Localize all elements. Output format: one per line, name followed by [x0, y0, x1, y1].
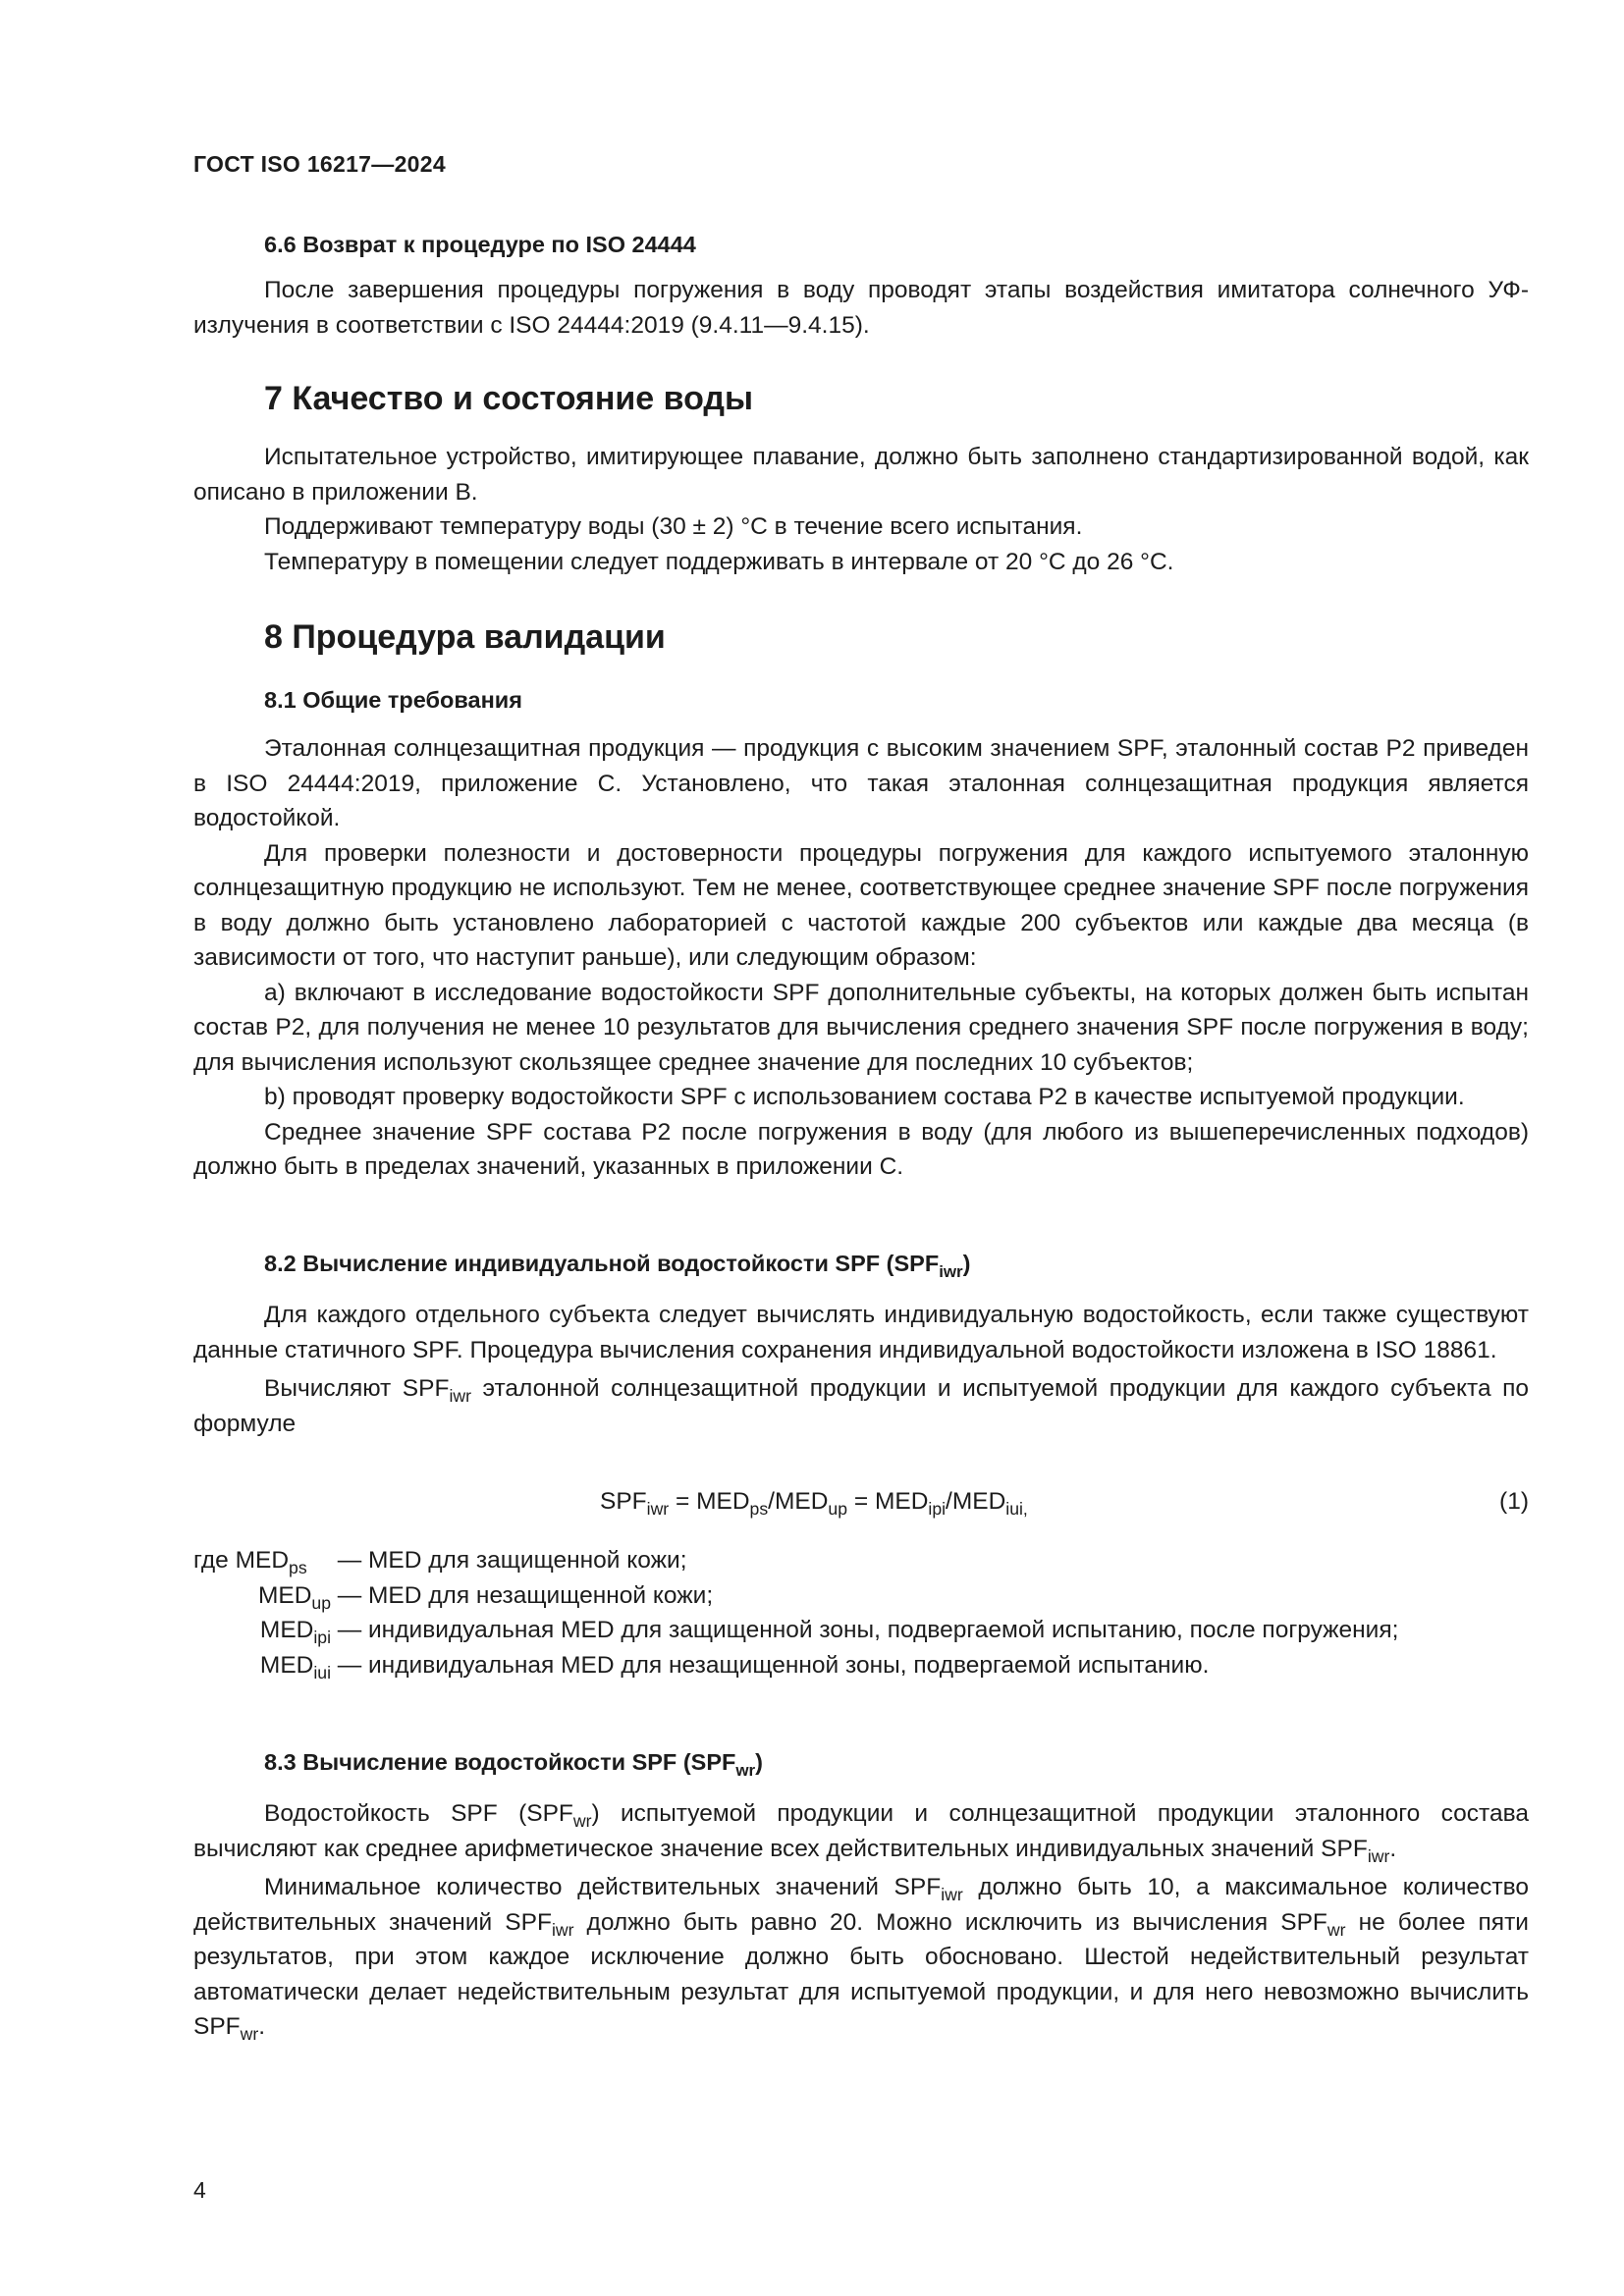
- section-6-6-title: 6.6 Возврат к процедуре по ISO 24444: [264, 232, 696, 257]
- section-7-title: 7 Качество и состояние воды: [264, 380, 754, 417]
- section-8-3-title: 8.3 Вычисление водостойкости SPF $(SPF_{wr})$: [264, 1749, 763, 1780]
- list-item-a: a) включают в исследование водостойкости SPF дополнительные субъекты, на которых должен быть испытан состав Р2, для получения не менее 10 результатов для вычисления среднего значения SPF после погружения в воду; для вычисления используют скользящее среднее значение для последних 10 субъектов;: [193, 979, 1529, 1076]
- section-8-1-title: 8.1 Общие требования: [264, 687, 522, 713]
- section-6-6-body: [193, 273, 1529, 343]
- section-8-2-body: [193, 1298, 1529, 1441]
- legend-item: $MED_{up}$ — MED для незащищенной кожи;: [257, 1581, 714, 1613]
- page-number: 4: [193, 2177, 206, 2203]
- formula-expression: $SPF_{iwr} = MED_{ps}/MED_{up} = MED_{ipi}/MED_{iui,}$: [600, 1488, 1028, 1520]
- paragraph: Для каждого отдельного субъекта следует вычислять индивидуальную водостойкость, если также существуют данные статичного SPF. Процедура вычисления сохранения индивидуальной водостойкости изложена в ISO 18861.: [193, 1302, 1529, 1363]
- paragraph: Водостойкость SPF $(SPF_{wr})$ испытуемой продукции и солнцезащитной продукции эталонного состава вычисляют как среднее арифметическое значение всех действительных индивидуальных значений $SPF_{iwr}$.: [193, 1800, 1529, 1866]
- paragraph: Испытательное устройство, имитирующее плавание, должно быть заполнено стандартизированной водой, как описано в приложении В.: [193, 444, 1529, 506]
- paragraph: Температуру в помещении следует поддерживать в интервале от 20 °C до 26 °C.: [264, 548, 1174, 575]
- section-8-3-body: [193, 1796, 1529, 2045]
- section-7-body: [193, 440, 1529, 579]
- document-code: ГОСТ ISO 16217—2024: [193, 151, 446, 177]
- formula-legend: [193, 1543, 1529, 1682]
- paragraph: Эталонная солнцезащитная продукция — продукция с высоким значением SPF, эталонный состав P2 приведен в ISO 24444:2019, приложение С. Установлено, что такая эталонная солнцезащитная продукция является водостойкой.: [193, 735, 1529, 831]
- section-8-1-body: [193, 731, 1529, 1185]
- paragraph: Минимальное количество действительных значений $SPF_{iwr}$ должно быть 10, а максимальное количество действительных значений $SPF_{iwr}$ должно быть равно 20. Можно исключить из вычисления $SPF_{wr}$ не более пяти результатов, при этом каждое исключение должно быть обосновано. Шестой недействительный результат автоматически делает недействительным результат для испытуемой продукции, и для него невозможно вычислить $SPF_{wr}$.: [193, 1874, 1529, 2045]
- section-8-title: 8 Процедура валидации: [264, 618, 666, 656]
- legend-item: где $MED_{ps}$ — MED для защищенной кожи;: [193, 1547, 687, 1578]
- paragraph: Поддерживают температуру воды (30 ± 2) °C в течение всего испытания.: [264, 513, 1083, 540]
- paragraph: После завершения процедуры погружения в воду проводят этапы воздействия имитатора солнечного УФ-излучения в соответствии с ISO 24444:2019 (9.4.11—9.4.15).: [193, 277, 1529, 339]
- formula-number: (1): [1499, 1488, 1529, 1515]
- list-item-b: b) проводят проверку водостойкости SPF с использованием состава Р2 в качестве испытуемой продукции.: [264, 1084, 1465, 1110]
- paragraph: Для проверки полезности и достоверности процедуры погружения для каждого испытуемого эталонную солнцезащитную продукцию не используют. Тем не менее, соответствующее среднее значение SPF после погружения в воду должно быть установлено лабораторией с частотой каждые 200 субъектов или каждые два месяца (в зависимости от того, что наступит раньше), или следующим образом:: [193, 839, 1529, 971]
- paragraph: Вычисляют $SPF_{iwr}$ эталонной солнцезащитной продукции и испытуемой продукции для каждого субъекта по формуле: [193, 1375, 1530, 1437]
- legend-item: $MED_{ipi}$ — индивидуальная MED для защищенной зоны, подвергаемой испытанию, после погружения;: [259, 1617, 1399, 1648]
- legend-item: $MED_{iui}$ — индивидуальная MED для незащищенной зоны, подвергаемой испытанию.: [259, 1651, 1210, 1682]
- section-8-2-title: 8.2 Вычисление индивидуальной водостойкости SPF $(SPF_{iwr})$: [264, 1251, 971, 1281]
- paragraph: Среднее значение SPF состава Р2 после погружения в воду (для любого из вышеперечисленных подходов) должно быть в пределах значений, указанных в приложении С.: [193, 1118, 1529, 1180]
